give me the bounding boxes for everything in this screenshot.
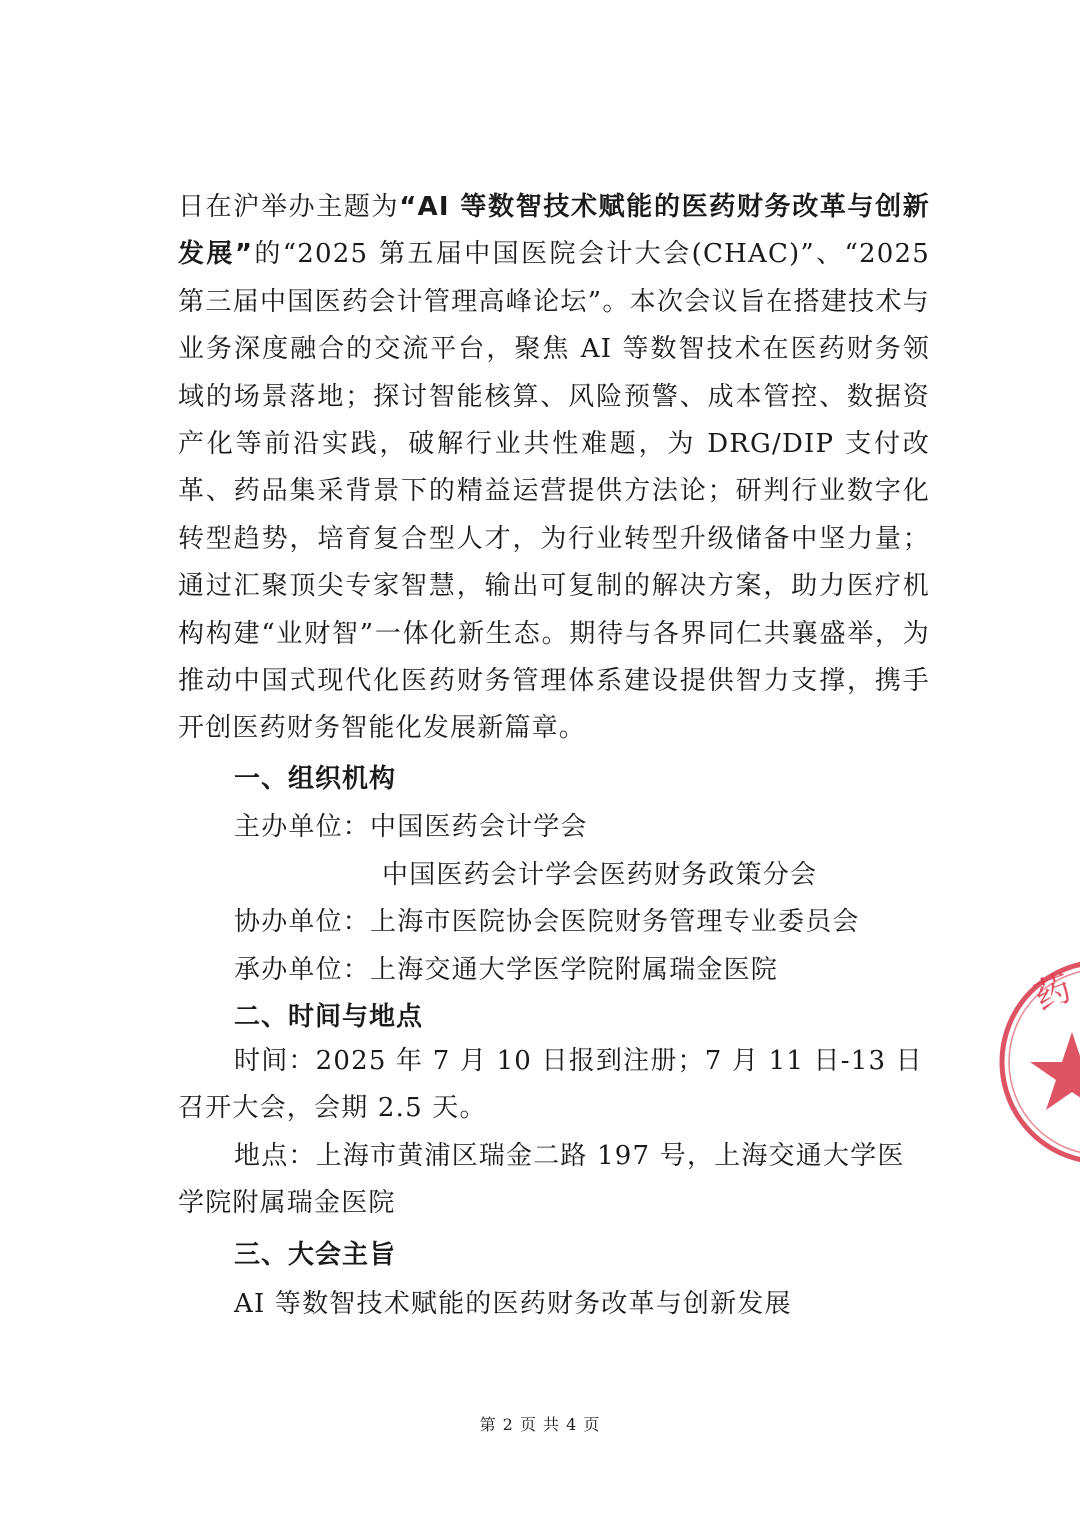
intro-paragraph: [178, 184, 930, 753]
section2-heading: 二、时间与地点: [234, 1002, 424, 1032]
section1-heading: 一、组织机构: [234, 764, 397, 794]
section3-heading: 三、大会主旨: [234, 1240, 397, 1270]
time-paragraph: 时间：2025 年 7 月 10 日报到注册；7 月 11 日-13 日召开大会，会期 2.5 天。: [178, 1046, 923, 1124]
intro-part1: 日在沪举办主题为: [178, 192, 400, 222]
host-org-1: 中国医药会计学会: [370, 812, 588, 842]
red-seal-stamp: [982, 952, 1080, 1172]
co-host-line: 协办单位：上海市医院协会医院财务管理专业委员会: [234, 907, 860, 937]
seal-char: 药: [1029, 967, 1077, 1019]
intro-theme: “AI 等数智技术赋能的医药财务改革与创新发展”: [178, 192, 930, 270]
theme-content: AI 等数智技术赋能的医药财务改革与创新发展: [234, 1289, 792, 1319]
place-paragraph: 地点：上海市黄浦区瑞金二路 197 号，上海交通大学医学院附属瑞金医院: [178, 1141, 905, 1219]
page-number: 第 2 页 共 4 页: [479, 1415, 601, 1434]
host-line: [234, 806, 588, 843]
host-org-2: 中国医药会计学会医药财务政策分会: [382, 860, 818, 890]
intro-part2: 的“2025 第五届中国医院会计大会(CHAC)”、“2025 第三届中国医药会计管理高峰论坛”。本次会议旨在搭建技术与业务深度融合的交流平台，聚焦 AI 等数智技术在医药财务领域的场景落地；探讨智能核算、风险预警、成本管控、数据资产化等前沿实践，破解行业共性难题，为 DRG/DIP 支付改革、药品集采背景下的精益运营提供方法论；研判行业数字化转型趋势，培育复合型人才，为行业转型升级储备中坚力量；通过汇聚顶尖专家智慧，输出可复制的解决方案，助力医疗机构构建“业财智”一体化新生态。期待与各界同仁共襄盛举，为推动中国式现代化医药财务管理体系建设提供智力支撑，携手开创医药财务智能化发展新篇章。: [178, 239, 930, 744]
seal-star-icon: [1030, 1032, 1080, 1110]
host-label: 主办单位：: [234, 812, 371, 842]
organizer-line: 承办单位：上海交通大学医学院附属瑞金医院: [234, 955, 779, 985]
